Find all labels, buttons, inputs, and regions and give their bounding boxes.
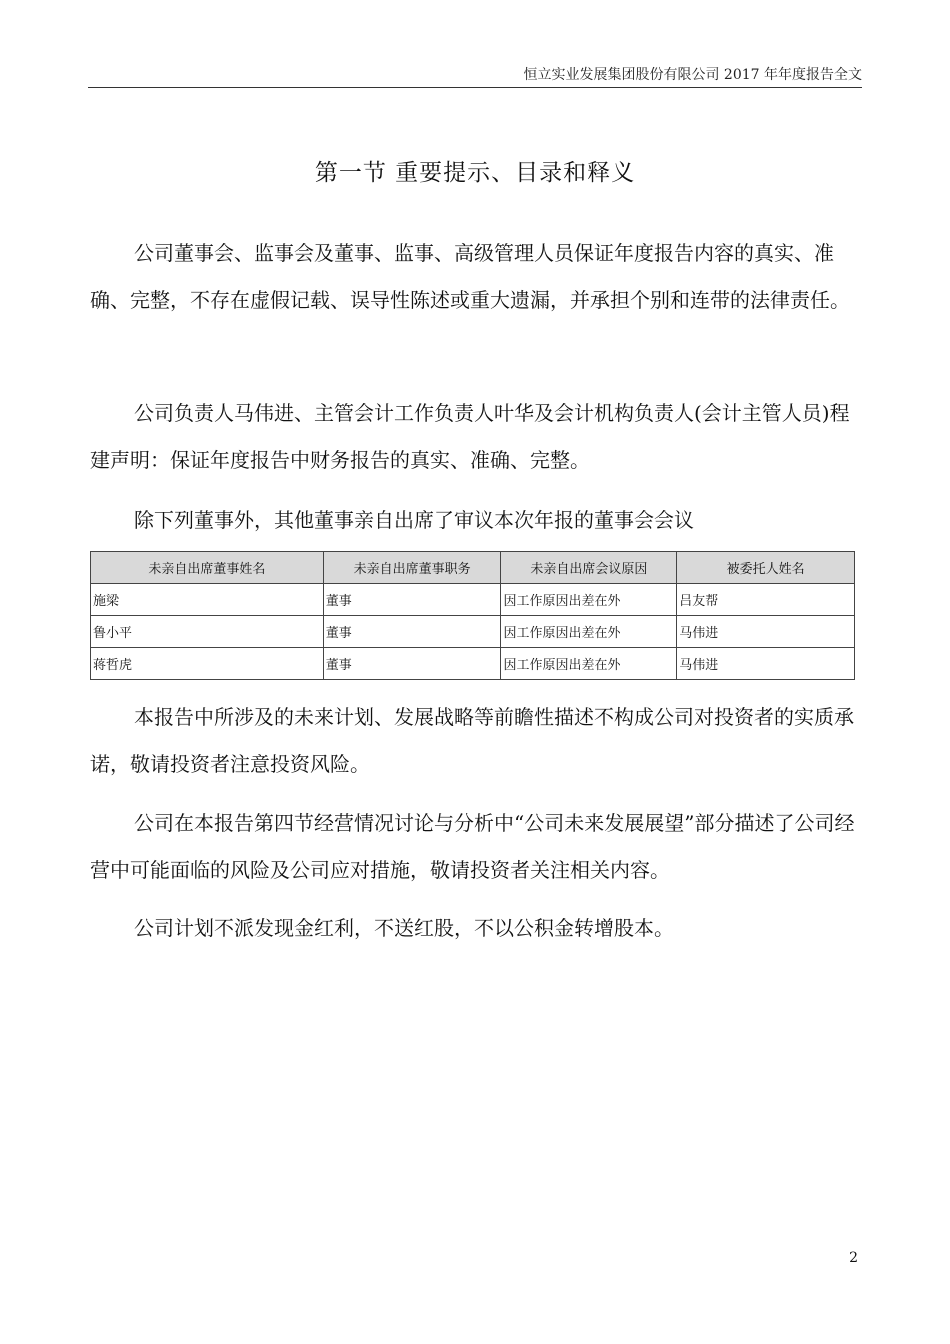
column-header-proxy-name: 被委托人姓名 (677, 552, 855, 584)
table-row (91, 584, 855, 616)
cell-director-name: 鲁小平 (91, 616, 324, 648)
responsible-persons-paragraph: 公司负责人马伟进、主管会计工作负责人叶华及会计机构负责人(会计主管人员)程建声明：保证年度报告中财务报告的真实、准确、完整。 (90, 401, 850, 472)
cell-absence-reason: 因工作原因出差在外 (501, 584, 677, 616)
cell-director-name: 施梁 (91, 584, 324, 616)
cell-absence-reason: 因工作原因出差在外 (501, 616, 677, 648)
risk-reference-paragraph: 公司在本报告第四节经营情况讨论与分析中“公司未来发展展望”部分描述了公司经营中可能面临的风险及公司应对措施，敬请投资者关注相关内容。 (90, 811, 855, 882)
cell-absence-reason: 因工作原因出差在外 (501, 648, 677, 680)
header-divider (88, 87, 862, 88)
dividend-plan-paragraph: 公司计划不派发现金红利，不送红股，不以公积金转增股本。 (134, 916, 674, 940)
column-header-absence-reason: 未亲自出席会议原因 (501, 552, 677, 584)
cell-proxy-name: 吕友帮 (677, 584, 855, 616)
section-title: 第一节 重要提示、目录和释义 (314, 160, 636, 186)
cell-proxy-name: 马伟进 (677, 648, 855, 680)
column-header-director-name: 未亲自出席董事姓名 (91, 552, 324, 584)
attendance-intro-paragraph: 除下列董事外，其他董事亲自出席了审议本次年报的董事会会议 (134, 508, 694, 532)
forward-looking-paragraph: 本报告中所涉及的未来计划、发展战略等前瞻性描述不构成公司对投资者的实质承诺，敬请投资者注意投资风险。 (90, 705, 854, 776)
cell-director-name: 蒋哲虎 (91, 648, 324, 680)
page-number: 2 (849, 1250, 858, 1266)
table-row (91, 648, 855, 680)
cell-director-position: 董事 (323, 648, 501, 680)
table-row (91, 616, 855, 648)
cell-proxy-name: 马伟进 (677, 616, 855, 648)
cell-director-position: 董事 (323, 616, 501, 648)
cell-director-position: 董事 (323, 584, 501, 616)
column-header-director-position: 未亲自出席董事职务 (323, 552, 501, 584)
table-header-row (91, 552, 855, 584)
board-guarantee-paragraph: 公司董事会、监事会及董事、监事、高级管理人员保证年度报告内容的真实、准确、完整，不存在虚假记载、误导性陈述或重大遗漏，并承担个别和连带的法律责任。 (90, 241, 850, 312)
absent-directors-table (90, 551, 855, 680)
running-header: 恒立实业发展集团股份有限公司 2017 年年度报告全文 (523, 67, 862, 83)
